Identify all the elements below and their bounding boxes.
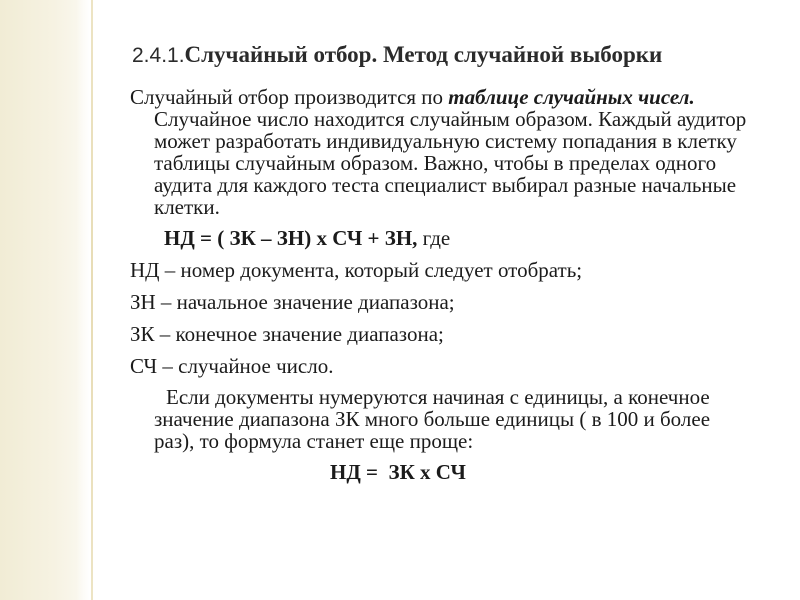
definition-sch: СЧ – случайное число. <box>130 354 334 378</box>
intro-emphasis: таблице случайных чисел. <box>448 85 695 109</box>
slide-body <box>130 86 750 484</box>
definition-zn: ЗН – начальное значение диапазона; <box>130 290 455 314</box>
section-number: 2.4.1. <box>132 44 185 67</box>
definition-nd: НД – номер документа, который следует отобрать; <box>130 258 583 282</box>
title-text: Случайный отбор. Метод случайной выборки <box>184 42 663 67</box>
general-formula-suffix: где <box>417 226 451 250</box>
side-divider-line <box>91 0 93 600</box>
general-formula-expression: НД = ( ЗК – ЗН) х СЧ + ЗН, <box>164 226 418 250</box>
slide-title <box>132 40 662 71</box>
simplified-formula: НД = ЗК х СЧ <box>330 460 466 484</box>
intro-text-start: Случайный отбор производится по <box>130 85 449 109</box>
definition-zk: ЗК – конечное значение диапазона; <box>130 322 444 346</box>
intro-text-end: Случайное число находится случайным образом. Каждый аудитор может разработать индивидуальную систему попадания в клетку таблицы случайным образом. Важно, чтобы в пределах одного аудита для каждого теста специалист выбирал разные начальные клетки. <box>154 107 747 219</box>
simplification-paragraph: Если документы нумеруются начиная с единицы, а конечное значение диапазона ЗК много больше единицы ( в 100 и более раз), то формула станет еще проще: <box>154 385 711 453</box>
intro-paragraph <box>130 86 750 218</box>
side-decoration-bar <box>0 0 90 600</box>
general-formula <box>164 226 750 250</box>
